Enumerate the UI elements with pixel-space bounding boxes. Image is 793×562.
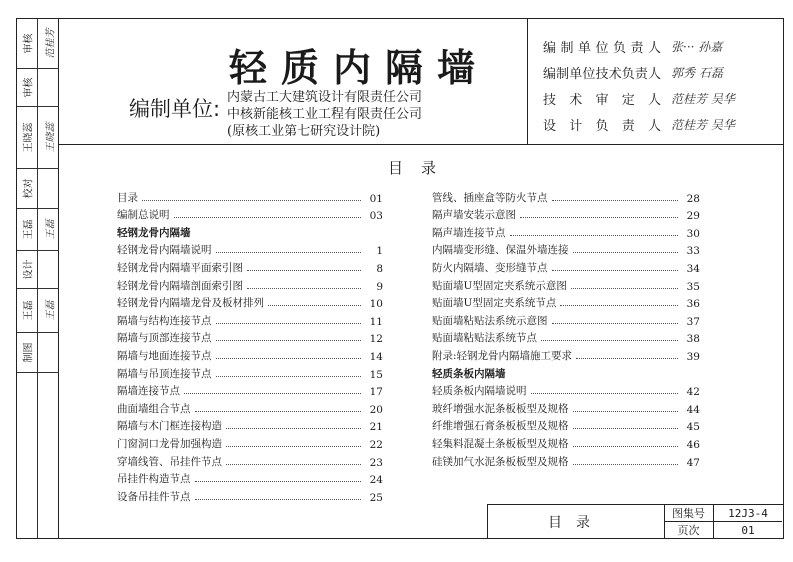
toc-entry-title: 贴面墙粘贴法系统示意图 <box>432 314 548 327</box>
toc-entry-title: 曲面墙组合节点 <box>117 402 191 415</box>
toc-entry-page: 47 <box>686 456 700 469</box>
toc-leader-dots <box>520 217 678 218</box>
toc-leader-dots <box>226 446 361 447</box>
toc-entry-page: 12 <box>369 333 383 346</box>
toc-section-heading <box>117 222 383 240</box>
org-label: 编制单位: <box>129 97 221 121</box>
strip-label: 王磊 <box>23 219 35 240</box>
org-line: 内蒙古工大建筑设计有限责任公司 <box>227 90 423 105</box>
toc-entry-page: 44 <box>686 403 700 416</box>
toc-entry-title: 内隔墙变形缝、保温外墙连接 <box>432 244 569 257</box>
atlas-number-label: 图集号 <box>664 505 714 522</box>
toc-entry-page: 17 <box>369 386 383 399</box>
toc-entry-title: 目录 <box>117 191 138 204</box>
page-number-label: 页次 <box>664 522 714 538</box>
org-line: (原核工业第七研究设计院) <box>227 124 381 139</box>
strip-cell <box>17 333 59 373</box>
toc-entry-page: 33 <box>686 245 700 258</box>
toc-entry-page: 25 <box>369 491 383 504</box>
toc-entry-page: 24 <box>369 474 383 487</box>
strip-sign: 范桂芳 <box>45 28 56 59</box>
toc-entry-page: 38 <box>686 333 700 346</box>
toc-entry[interactable] <box>432 416 700 434</box>
strip-cell <box>17 107 59 169</box>
toc-entry-title: 防火内隔墙、变形缝节点 <box>432 261 548 274</box>
toc-entry[interactable] <box>432 381 700 399</box>
header <box>59 19 783 145</box>
strip-sign: 王磊 <box>45 219 56 240</box>
toc-entry[interactable] <box>432 398 700 416</box>
role-name: 技术审定人 <box>543 92 661 108</box>
binding-strip <box>17 19 59 538</box>
toc-leader-dots <box>216 252 362 253</box>
page-title: 轻质内隔墙 <box>229 46 490 90</box>
toc-entry-title: 管线、插座盒等防火节点 <box>432 191 548 204</box>
toc-entry[interactable] <box>117 469 383 487</box>
role-row <box>543 85 793 111</box>
drawing-sheet <box>16 18 784 539</box>
toc-leader-dots <box>531 393 679 394</box>
toc-entry-page: 22 <box>369 438 383 451</box>
toc-entry[interactable] <box>432 187 700 205</box>
toc-entry-title: 轻质条板内隔墙说明 <box>432 385 527 398</box>
role-name: 编制单位技术负责人 <box>543 66 661 82</box>
toc-leader-dots <box>573 411 679 412</box>
toc-entry-page: 01 <box>369 192 383 205</box>
toc-entry[interactable] <box>117 187 383 205</box>
strip-cell <box>17 169 59 209</box>
toc-leader-dots <box>573 252 679 253</box>
toc-entry-page: 15 <box>369 368 383 381</box>
toc-entry-title: 玻纤增强水泥条板板型及规格 <box>432 402 569 415</box>
toc-entry-page: 20 <box>369 403 383 416</box>
title-block <box>487 504 783 538</box>
strip-label: 校对 <box>23 178 35 199</box>
toc-entry-title: 隔墙与吊顶连接节点 <box>117 367 212 380</box>
toc-leader-dots <box>174 217 362 218</box>
toc-entry-page: 46 <box>686 438 700 451</box>
toc-entry[interactable] <box>432 293 700 311</box>
toc-entry-page: 03 <box>369 210 383 223</box>
toc-leader-dots <box>195 499 362 500</box>
toc-leader-dots <box>247 288 361 289</box>
toc-entry-title: 轻质条板内隔墙 <box>432 367 506 380</box>
toc-entry[interactable] <box>432 451 700 469</box>
strip-label: 王晓蕊 <box>23 122 35 153</box>
toc-entry[interactable] <box>117 293 383 311</box>
toc-entry-title: 硅镁加气水泥条板板型及规格 <box>432 455 569 468</box>
toc-entry-title: 轻钢龙骨内隔墙说明 <box>117 244 212 257</box>
toc-entry[interactable] <box>117 381 383 399</box>
toc-entry-page: 8 <box>376 262 383 275</box>
toc-entry-title: 隔墙与结构连接节点 <box>117 314 212 327</box>
toc-leader-dots <box>142 200 361 201</box>
atlas-number-value: 12J3-4 <box>714 505 782 522</box>
toc-leader-dots <box>184 393 361 394</box>
toc-entry-title: 附录:轻钢龙骨内隔墙施工要求 <box>432 349 573 362</box>
strip-sign: 王磊 <box>45 300 56 321</box>
toc-leader-dots <box>510 235 679 236</box>
toc-entry[interactable] <box>117 328 383 346</box>
toc-leader-dots <box>552 270 679 271</box>
toc-entry-title: 轻钢龙骨内隔墙剖面索引图 <box>117 279 243 292</box>
toc-entry[interactable] <box>432 433 700 451</box>
toc-entry-page: 39 <box>686 350 700 363</box>
role-row <box>543 59 793 85</box>
strip-label: 制图 <box>23 342 35 363</box>
toc-leader-dots <box>216 376 362 377</box>
toc-entry-title: 轻钢龙骨内隔墙龙骨及板材排列 <box>117 297 264 310</box>
toc-entry-page: 1 <box>376 245 383 258</box>
toc-leader-dots <box>576 358 678 359</box>
toc-entry[interactable] <box>117 205 383 223</box>
toc-entry-page: 11 <box>369 315 383 328</box>
toc-entry[interactable] <box>432 222 700 240</box>
toc-entry-page: 10 <box>369 298 383 311</box>
org-line: 中核新能核工业工程有限责任公司 <box>227 107 423 122</box>
toc-leader-dots <box>552 200 679 201</box>
toc-leader-dots <box>247 270 361 271</box>
toc-entry[interactable] <box>117 257 383 275</box>
toc-entry[interactable] <box>117 345 383 363</box>
toc-entry-page: 21 <box>369 421 383 434</box>
toc-entry-title: 门窗洞口龙骨加强构造 <box>117 437 222 450</box>
toc-entry[interactable] <box>117 398 383 416</box>
title-block-name: 目录 <box>488 505 665 538</box>
toc-leader-dots <box>560 305 678 306</box>
role-name: 编制单位负责人 <box>543 40 661 56</box>
toc-heading: 目录 <box>387 159 454 177</box>
strip-label: 王磊 <box>23 300 35 321</box>
page-number-value: 01 <box>741 523 755 537</box>
toc-entry-title: 编制总说明 <box>117 209 170 222</box>
toc-leader-dots <box>195 411 362 412</box>
toc-entry-title: 隔墙与地面连接节点 <box>117 349 212 362</box>
strip-label: 设计 <box>23 259 35 280</box>
toc-entry[interactable] <box>117 310 383 328</box>
toc-entry-page: 36 <box>686 298 700 311</box>
role-signature: 范桂芳 吴华 <box>671 117 735 132</box>
role-signature: 范桂芳 吴华 <box>671 91 735 106</box>
toc-entry-page: 37 <box>686 315 700 328</box>
toc-entry[interactable] <box>432 310 700 328</box>
toc-leader-dots <box>226 464 361 465</box>
role-signature: 郭秀 石磊 <box>671 65 723 80</box>
toc-leader-dots <box>216 323 362 324</box>
toc-entry-page: 14 <box>369 350 383 363</box>
role-name: 设计负责人 <box>543 118 661 134</box>
toc-leader-dots <box>216 358 362 359</box>
toc-leader-dots <box>226 428 361 429</box>
toc-entry-title: 隔墙连接节点 <box>117 385 180 398</box>
toc-entry[interactable] <box>432 257 700 275</box>
role-row <box>543 33 793 59</box>
toc-column-right <box>432 187 700 469</box>
toc-entry[interactable] <box>117 433 383 451</box>
strip-cell <box>17 251 59 289</box>
toc-entry[interactable] <box>432 345 700 363</box>
strip-label: 审核 <box>23 33 35 54</box>
toc-entry-page: 23 <box>369 456 383 469</box>
toc-entry-page: 35 <box>686 280 700 293</box>
toc-entry[interactable] <box>432 275 700 293</box>
toc-entry[interactable] <box>432 328 700 346</box>
toc-entry-title: 隔墙与木门框连接构造 <box>117 420 222 433</box>
toc-leader-dots <box>573 428 679 429</box>
toc-entry[interactable] <box>117 240 383 258</box>
toc-entry-page: 42 <box>686 386 700 399</box>
toc-entry-title: 轻钢龙骨内隔墙 <box>117 226 191 239</box>
strip-cell <box>17 69 59 107</box>
toc-entry[interactable] <box>117 275 383 293</box>
toc-entry[interactable] <box>432 205 700 223</box>
role-row <box>543 111 793 137</box>
strip-label: 审核 <box>23 77 35 98</box>
toc-entry-page: 9 <box>376 280 383 293</box>
toc-entry-page: 29 <box>686 210 700 223</box>
toc-leader-dots <box>571 288 678 289</box>
toc-column-left <box>117 187 383 504</box>
toc-entry-title: 贴面墙U型固定夹系统节点 <box>432 297 557 310</box>
toc-leader-dots <box>216 340 362 341</box>
toc-entry-title: 隔声墙安装示意图 <box>432 209 516 222</box>
toc-entry-title: 穿墙线管、吊挂件节点 <box>117 455 222 468</box>
toc-entry-title: 设备吊挂件节点 <box>117 490 191 503</box>
toc-entry-page: 30 <box>686 227 700 240</box>
toc-entry-title: 隔墙与顶部连接节点 <box>117 332 212 345</box>
toc-entry-title: 贴面墙粘贴法系统节点 <box>432 332 537 345</box>
org-list <box>227 89 422 140</box>
toc-leader-dots <box>552 323 679 324</box>
toc-leader-dots <box>573 446 679 447</box>
toc-leader-dots <box>541 340 678 341</box>
toc-entry[interactable] <box>117 363 383 381</box>
toc-entry[interactable] <box>117 416 383 434</box>
strip-cell <box>17 209 59 251</box>
toc-entry-page: 45 <box>686 421 700 434</box>
toc-entry-title: 贴面墙U型固定夹系统示意图 <box>432 279 567 292</box>
strip-cell <box>17 19 59 69</box>
toc-leader-dots <box>268 305 361 306</box>
toc-entry-title: 轻集料混凝土条板板型及规格 <box>432 437 569 450</box>
role-signature: 张··· 孙嘉 <box>671 39 723 54</box>
toc-entry[interactable] <box>432 240 700 258</box>
strip-cell <box>17 289 59 333</box>
toc-entry-title: 轻钢龙骨内隔墙平面索引图 <box>117 261 243 274</box>
toc-entry-title: 纤维增强石膏条板板型及规格 <box>432 420 569 433</box>
responsibility-list <box>543 33 793 137</box>
toc-entry-page: 28 <box>686 192 700 205</box>
toc-entry-title: 吊挂件构造节点 <box>117 473 191 486</box>
toc-entry[interactable] <box>117 486 383 504</box>
toc-entry-page: 34 <box>686 262 700 275</box>
toc-leader-dots <box>573 464 679 465</box>
toc-section-heading <box>432 363 700 381</box>
toc-entry[interactable] <box>117 451 383 469</box>
toc-leader-dots <box>195 481 362 482</box>
toc-entry-title: 隔声墙连接节点 <box>432 226 506 239</box>
strip-sign: 王晓蕊 <box>45 122 56 153</box>
